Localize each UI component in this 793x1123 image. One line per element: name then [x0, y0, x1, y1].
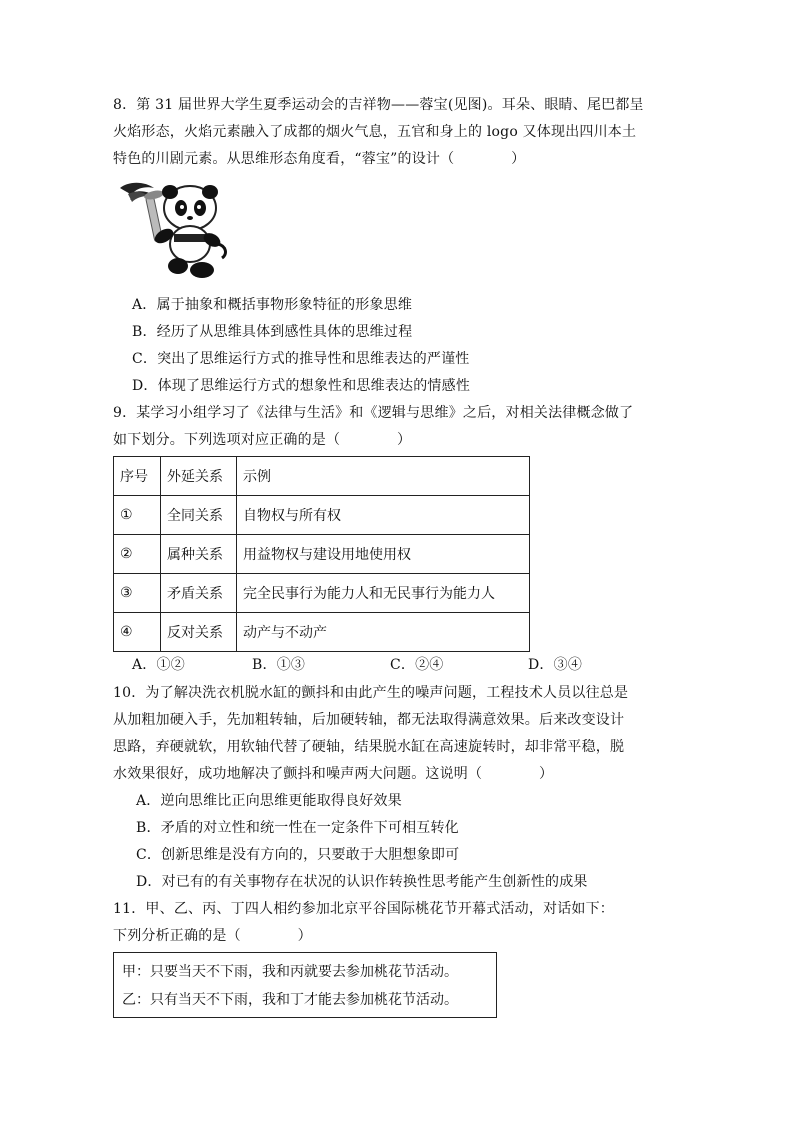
q9-option-d: D．③④: [528, 657, 583, 673]
table-cell: 矛盾关系: [161, 574, 237, 613]
q9-option-c: C．②④: [390, 657, 444, 673]
q9-option-b: B．①③: [252, 657, 306, 673]
table-row: [114, 574, 530, 613]
table-cell: 自物权与所有权: [237, 496, 530, 535]
table-cell: ③: [114, 574, 161, 613]
table-cell: 用益物权与建设用地使用权: [237, 535, 530, 574]
q10-stem-line-4: 水效果很好，成功地解决了颤抖和噪声两大问题。这说明（ ）: [113, 766, 554, 782]
q8-stem-line-3: 特色的川剧元素。从思维形态角度看，“蓉宝”的设计（ ）: [113, 151, 526, 167]
table-cell: ①: [114, 496, 161, 535]
q8-option-b: B．经历了从思维具体到感性具体的思维过程: [132, 324, 413, 340]
q8-stem-line-1: 8．第 31 届世界大学生夏季运动会的吉祥物——蓉宝(见图)。耳朵、眼睛、尾巴都呈: [113, 97, 644, 113]
q10-option-c: C．创新思维是没有方向的，只要敢于大胆想象即可: [136, 847, 460, 863]
q10-stem-line-1: 10．为了解决洗衣机脱水缸的颤抖和由此产生的噪声问题，工程技术人员以往总是: [113, 685, 629, 701]
table-header-cell: 示例: [237, 457, 530, 496]
q10-option-a: A．逆向思维比正向思维更能取得良好效果: [136, 793, 402, 809]
table-cell: 动产与不动产: [237, 613, 530, 652]
table-cell: 全同关系: [161, 496, 237, 535]
dialog-line-jia: 甲：只要当天不下雨，我和丙就要去参加桃花节活动。: [122, 964, 458, 980]
table-cell: 属种关系: [161, 535, 237, 574]
q9-option-a: A．①②: [132, 657, 185, 673]
q9-stem-line-2: 如下划分。下列选项对应正确的是（ ）: [113, 432, 412, 448]
table-header-cell: 序号: [114, 457, 161, 496]
table-row: [114, 613, 530, 652]
q8-option-c: C．突出了思维运行方式的推导性和思维表达的严谨性: [132, 351, 470, 367]
table-header-row: [114, 457, 530, 496]
q8-stem-line-2: 火焰形态，火焰元素融入了成都的烟火气息，五官和身上的 logo 又体现出四川本土: [113, 124, 637, 140]
table-cell: 完全民事行为能力人和无民事行为能力人: [237, 574, 530, 613]
q9-stem-line-1: 9．某学习小组学习了《法律与生活》和《逻辑与思维》之后，对相关法律概念做了: [113, 405, 634, 421]
q11-dialog-box: [113, 952, 497, 1018]
q8-option-d: D．体现了思维运行方式的想象性和思维表达的情感性: [132, 378, 471, 394]
table-row: [114, 535, 530, 574]
panda-mascot-image: [118, 178, 230, 282]
q8-option-a: A．属于抽象和概括事物形象特征的形象思维: [132, 297, 413, 313]
q11-stem-line-2: 下列分析正确的是（ ）: [113, 928, 312, 944]
table-row: [114, 496, 530, 535]
table-header-cell: 外延关系: [161, 457, 237, 496]
table-cell: ②: [114, 535, 161, 574]
table-cell: ④: [114, 613, 161, 652]
q10-option-b: B．矛盾的对立性和统一性在一定条件下可相互转化: [136, 820, 459, 836]
q10-stem-line-2: 从加粗加硬入手，先加粗转轴，后加硬转轴，都无法取得满意效果。后来改变设计: [113, 712, 625, 728]
q10-option-d: D．对已有的有关事物存在状况的认识作转换性思考能产生创新性的成果: [136, 874, 588, 890]
table-cell: 反对关系: [161, 613, 237, 652]
q10-stem-line-3: 思路，弃硬就软，用软轴代替了硬轴，结果脱水缸在高速旋转时，却非常平稳，脱: [113, 739, 625, 755]
q9-table: [113, 456, 530, 652]
q11-stem-line-1: 11．甲、乙、丙、丁四人相约参加北京平谷国际桃花节开幕式活动，对话如下：: [113, 901, 615, 917]
dialog-line-yi: 乙：只有当天不下雨，我和丁才能去参加桃花节活动。: [122, 992, 458, 1008]
